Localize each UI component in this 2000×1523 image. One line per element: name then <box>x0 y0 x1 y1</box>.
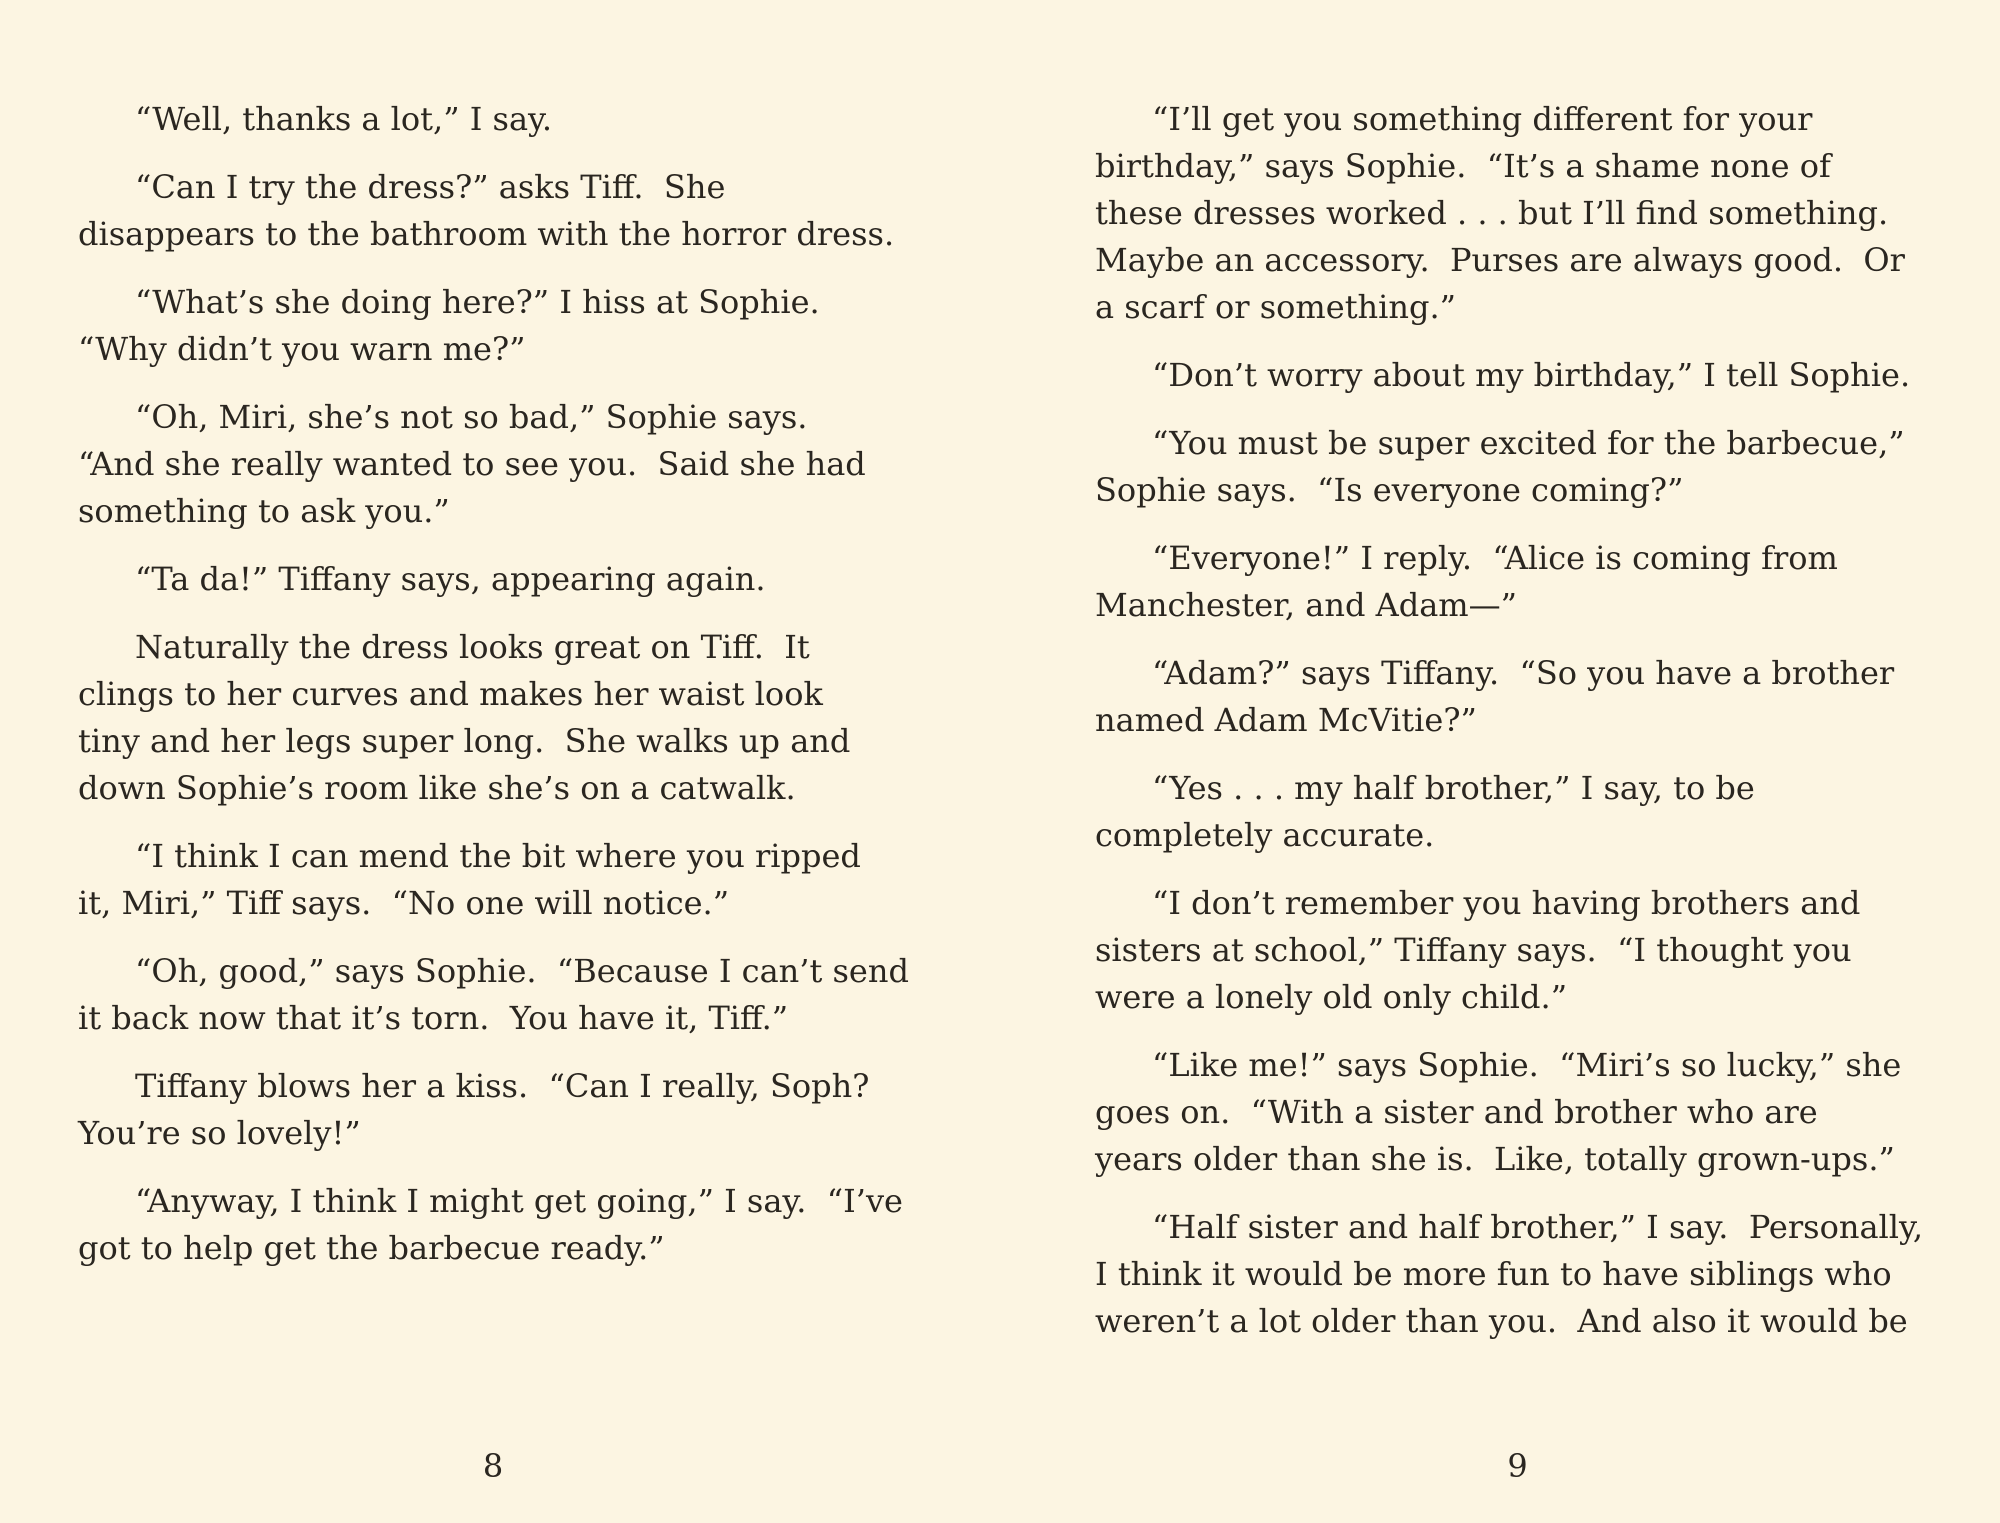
paragraph <box>1095 352 1940 399</box>
text-line: birthday,” says Sophie. “It’s a shame none of <box>1095 147 1831 185</box>
paragraph <box>78 556 908 603</box>
text-line: a scarf or something.” <box>1095 288 1457 326</box>
text-line: Tiffany blows her a kiss. “Can I really, Soph? <box>135 1067 870 1105</box>
text-line: “Anyway, I think I might get going,” I say. “I’ve <box>135 1182 903 1220</box>
text-line: “Oh, good,” says Sophie. “Because I can’t send <box>135 952 909 990</box>
text-line: Manchester, and Adam—” <box>1095 586 1517 624</box>
text-line: clings to her curves and makes her waist look <box>78 675 823 713</box>
text-line: “Adam?” says Tiffany. “So you have a brother <box>1152 654 1895 692</box>
text-line: “Like me!” says Sophie. “Miri’s so lucky,” she <box>1152 1046 1902 1084</box>
text-line: down Sophie’s room like she’s on a catwalk. <box>78 769 796 807</box>
text-line: “Oh, Miri, she’s not so bad,” Sophie says. <box>135 398 808 436</box>
paragraph <box>1095 1204 1940 1345</box>
text-line: “I don’t remember you having brothers and <box>1152 884 1861 922</box>
text-line: were a lonely old only child.” <box>1095 978 1568 1016</box>
text-line: “Half sister and half brother,” I say. Personally, <box>1152 1208 1923 1246</box>
text-line: You’re so lovely!” <box>78 1114 361 1152</box>
page-left <box>78 96 908 1523</box>
text-line: goes on. “With a sister and brother who are <box>1095 1093 1818 1131</box>
page-number-left: 8 <box>482 1447 504 1485</box>
text-line: “Why didn’t you warn me?” <box>78 330 526 368</box>
text-line: Sophie says. “Is everyone coming?” <box>1095 471 1684 509</box>
page-number-right: 9 <box>1507 1447 1528 1485</box>
paragraph <box>1095 535 1940 629</box>
paragraph <box>1095 420 1940 514</box>
paragraph <box>78 279 908 373</box>
text-line: “Well, thanks a lot,” I say. <box>135 100 553 138</box>
text-line: it back now that it’s torn. You have it, Tiff.” <box>78 999 789 1037</box>
paragraph <box>78 164 908 258</box>
text-line: “Can I try the dress?” asks Tiff. She <box>135 168 726 206</box>
paragraph <box>1095 765 1940 859</box>
page-left-text <box>78 96 908 1272</box>
text-line: weren’t a lot older than you. And also it would be <box>1095 1302 1908 1340</box>
text-line: I think it would be more fun to have siblings who <box>1095 1255 1892 1293</box>
text-line: completely accurate. <box>1095 816 1435 854</box>
text-line: “You must be super excited for the barbecue,” <box>1152 424 1905 462</box>
text-line: “What’s she doing here?” I hiss at Sophie. <box>135 283 820 321</box>
paragraph <box>78 394 908 535</box>
text-line: “I think I can mend the bit where you ripped <box>135 837 861 875</box>
text-line: tiny and her legs super long. She walks up and <box>78 722 851 760</box>
paragraph <box>1095 880 1940 1021</box>
text-line: named Adam McVitie?” <box>1095 701 1477 739</box>
text-line: “Yes . . . my half brother,” I say, to be <box>1152 769 1755 807</box>
paragraph <box>78 624 908 812</box>
paragraph <box>1095 650 1940 744</box>
text-line: sisters at school,” Tiffany says. “I thought you <box>1095 931 1852 969</box>
text-line: “Everyone!” I reply. “Alice is coming from <box>1152 539 1838 577</box>
text-line: “Don’t worry about my birthday,” I tell Sophie. <box>1152 356 1911 394</box>
text-line: “And she really wanted to see you. Said she had <box>78 445 866 483</box>
paragraph <box>78 1063 908 1157</box>
text-line: “Ta da!” Tiffany says, appearing again. <box>135 560 766 598</box>
paragraph <box>78 948 908 1042</box>
text-line: something to ask you.” <box>78 492 450 530</box>
text-line: it, Miri,” Tiff says. “No one will notice.” <box>78 884 730 922</box>
page-right <box>1095 96 1940 1523</box>
text-line: disappears to the bathroom with the horror dress. <box>78 215 895 253</box>
text-line: got to help get the barbecue ready.” <box>78 1229 665 1267</box>
page-right-text <box>1095 96 1940 1345</box>
text-line: these dresses worked . . . but I’ll find something. <box>1095 194 1889 232</box>
text-line: years older than she is. Like, totally grown-ups.” <box>1095 1140 1895 1178</box>
paragraph <box>78 96 908 143</box>
text-line: Naturally the dress looks great on Tiff. It <box>135 628 810 666</box>
paragraph <box>1095 96 1940 331</box>
paragraph <box>78 1178 908 1272</box>
paragraph <box>1095 1042 1940 1183</box>
text-line: Maybe an accessory. Purses are always good. Or <box>1095 241 1905 279</box>
text-line: “I’ll get you something different for your <box>1152 100 1813 138</box>
paragraph <box>78 833 908 927</box>
